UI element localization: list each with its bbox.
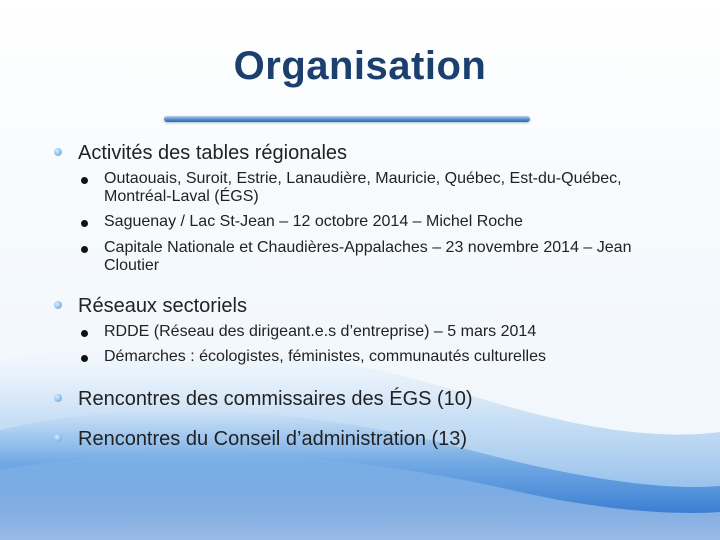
sub-bullet-item: Saguenay / Lac St-Jean – 12 octobre 2014 – Michel Roche [104,213,523,230]
sub-bullet-item: Outaouais, Suroit, Estrie, Lanaudière, Mauricie, Québec, Est-du-Québec, Montréal-Laval (ÉGS) [104,170,622,205]
slide-title: Organisation [233,44,487,88]
sub-bullet-item: Démarches : écologistes, féministes, communautés culturelles [104,348,546,365]
level1-bullet-icon [54,434,62,442]
bullet-item: Rencontres des commissaires des ÉGS (10) [78,388,473,410]
sub-bullet-item: Capitale Nationale et Chaudières-Appalaches – 23 novembre 2014 – Jean Cloutier [104,239,632,274]
level2-bullet-icon [81,330,88,337]
sub-bullet-item: RDDE (Réseau des dirigeant.e.s d’entreprise) – 5 mars 2014 [104,323,537,340]
level2-bullet-icon [81,220,88,227]
level1-bullet-icon [54,148,62,156]
level1-bullet-icon [54,394,62,402]
level2-bullet-icon [81,246,88,253]
level2-bullet-icon [81,355,88,362]
level1-bullet-icon [54,301,62,309]
bullet-item: Activités des tables régionales [78,142,348,164]
bullet-item: Rencontres du Conseil d’administration (13) [78,428,468,450]
level2-bullet-icon [81,177,88,184]
bullet-item: Réseaux sectoriels [78,295,247,317]
